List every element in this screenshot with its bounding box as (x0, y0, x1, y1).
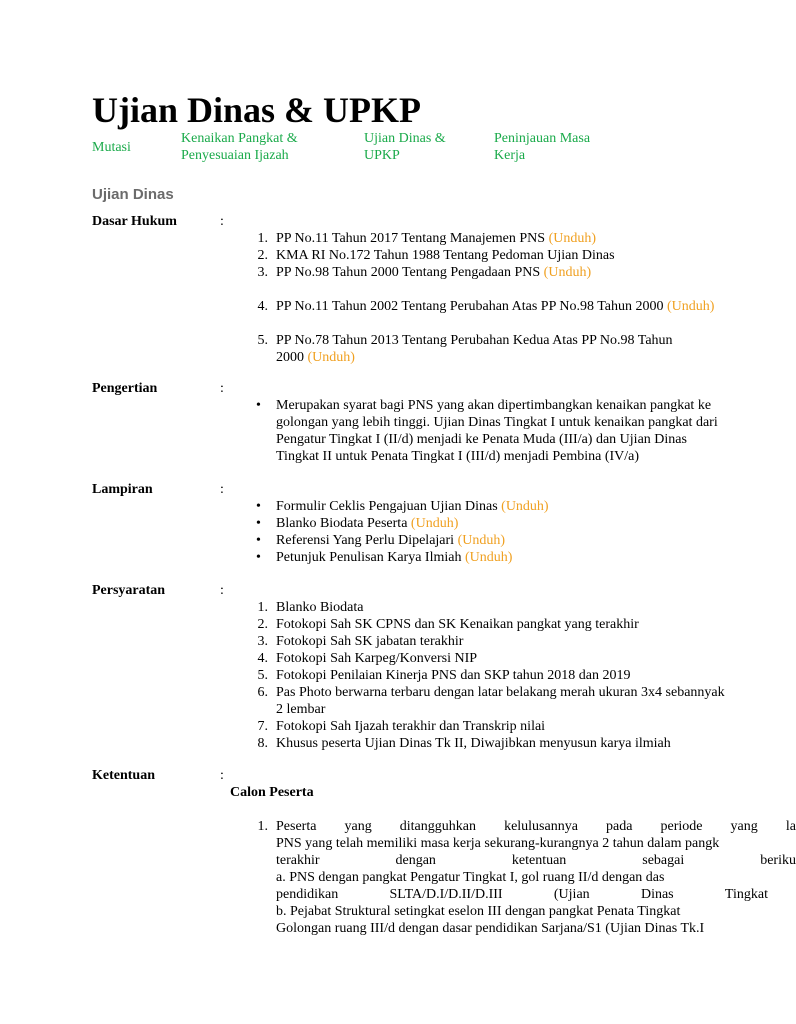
download-link[interactable]: (Unduh) (457, 533, 506, 548)
word: yang (344, 819, 372, 834)
word: periode (660, 819, 703, 834)
item-text: Formulir Ceklis Pengajuan Ujian Dinas (276, 499, 498, 514)
list-item (250, 230, 714, 247)
ketentuan-colon: : (220, 768, 224, 783)
list-item (250, 718, 725, 735)
word: Peserta (276, 819, 317, 834)
word: la (785, 819, 796, 834)
ketentuan-line-2: PNS yang telah memiliki masa kerja sekurang-kurangnya 2 tahun dalam pangk (276, 836, 720, 851)
lampiran-label: Lampiran (92, 482, 153, 497)
nav-link-kenaikan-pangkat[interactable] (181, 130, 298, 164)
list-item (250, 616, 725, 633)
item-number: 1. (257, 819, 268, 834)
dasar-hukum-colon: : (220, 214, 224, 229)
dasar-hukum-list (250, 230, 714, 366)
spacer (250, 315, 714, 332)
list-item (250, 532, 549, 549)
calon-peserta-heading: Calon Peserta (230, 785, 314, 800)
word: ketentuan (511, 853, 567, 868)
nav-link-ujian-dinas[interactable] (364, 130, 446, 164)
list-item (250, 332, 714, 366)
word: terakhir (276, 853, 320, 868)
lampiran-colon: : (220, 482, 224, 497)
spacer (250, 281, 714, 298)
item-number: 8. (257, 736, 268, 751)
list-item (250, 397, 718, 465)
download-link[interactable]: (Unduh) (410, 516, 459, 531)
item-number: 1. (257, 231, 268, 246)
item-text-continued: 2 lembar (276, 702, 326, 717)
nav-link-ujian-line2: UPKP (364, 148, 400, 163)
pengertian-line: Tingkat II untuk Penata Tingkat I (III/d) menjadi Pembina (IV/a) (276, 449, 640, 464)
word: ditangguhkan (399, 819, 476, 834)
bullet-icon: • (256, 533, 261, 548)
ketentuan-line-1 (276, 818, 796, 835)
persyaratan-label: Persyaratan (92, 583, 166, 598)
dasar-hukum-label: Dasar Hukum (92, 214, 177, 229)
word: pendidikan (276, 887, 339, 902)
pengertian-line: Merupakan syarat bagi PNS yang akan dipertimbangkan kenaikan pangkat ke (276, 398, 712, 413)
word: Dinas (640, 887, 674, 902)
download-link[interactable]: (Unduh) (548, 231, 597, 246)
pengertian-colon: : (220, 381, 224, 396)
list-item (250, 735, 725, 752)
download-link[interactable]: (Unduh) (307, 350, 355, 365)
persyaratan-list (250, 599, 725, 752)
nav-link-peninjauan-line1: Peninjauan Masa (494, 131, 591, 146)
ketentuan-line-6: b. Pejabat Struktural setingkat eselon III dengan pangkat Penata Tingkat (276, 904, 681, 919)
item-text: Fotokopi Sah Ijazah terakhir dan Transkrip nilai (276, 719, 546, 734)
item-number: 4. (257, 299, 268, 314)
item-text: Fotokopi Sah SK jabatan terakhir (276, 634, 464, 649)
list-item (250, 264, 714, 281)
item-text: PP No.11 Tahun 2017 Tentang Manajemen PNS (276, 231, 546, 246)
item-number: 5. (257, 668, 268, 683)
word: beriku (760, 853, 796, 868)
item-number: 3. (257, 265, 268, 280)
bullet-icon: • (256, 499, 261, 514)
lampiran-list (250, 498, 549, 566)
persyaratan-colon: : (220, 583, 224, 598)
item-number: 5. (257, 333, 268, 348)
pengertian-line: golongan yang lebih tinggi. Ujian Dinas Tingkat I untuk kenaikan pangkat dari (276, 415, 718, 430)
item-text: Blanko Biodata Peserta (276, 516, 408, 531)
nav-link-kenaikan-line1: Kenaikan Pangkat & (181, 131, 298, 146)
page-title: Ujian Dinas & UPKP (92, 90, 422, 130)
list-item (250, 515, 549, 532)
word: sebagai (642, 853, 685, 868)
item-text: Khusus peserta Ujian Dinas Tk II, Diwajibkan menyusun karya ilmiah (276, 736, 671, 751)
item-text: PP No.78 Tahun 2013 Tentang Perubahan Kedua Atas PP No.98 Tahun (276, 333, 673, 348)
list-item (250, 667, 725, 684)
item-text: Blanko Biodata (276, 600, 364, 615)
pengertian-list (250, 397, 718, 465)
item-text-continued: 2000 (276, 350, 304, 365)
list-item (250, 684, 725, 718)
download-link[interactable]: (Unduh) (667, 299, 715, 314)
bullet-icon: • (256, 516, 261, 531)
list-item (250, 298, 714, 315)
item-text: KMA RI No.172 Tahun 1988 Tentang Pedoman Ujian Dinas (276, 248, 615, 263)
item-number: 7. (257, 719, 268, 734)
bullet-icon: • (256, 550, 261, 565)
nav-link-mutasi-label: Mutasi (92, 140, 131, 155)
bullet-icon: • (256, 398, 261, 413)
word: SLTA/D.I/D.II/D.III (389, 887, 503, 902)
ketentuan-line-7: Golongan ruang III/d dengan dasar pendidikan Sarjana/S1 (Ujian Dinas Tk.I (276, 921, 705, 936)
download-link[interactable]: (Unduh) (464, 550, 513, 565)
item-text: Referensi Yang Perlu Dipelajari (276, 533, 455, 548)
ketentuan-line-3 (276, 852, 796, 869)
nav-link-mutasi[interactable] (92, 139, 131, 156)
item-text: Fotokopi Penilaian Kinerja PNS dan SKP tahun 2018 dan 2019 (276, 668, 631, 683)
pengertian-line: Pengatur Tingkat I (II/d) menjadi ke Penata Muda (III/a) dan Ujian Dinas (276, 432, 687, 447)
word: Tingkat (724, 887, 768, 902)
section-subheading: Ujian Dinas (92, 186, 174, 203)
item-number: 6. (257, 685, 268, 700)
item-text: Petunjuk Penulisan Karya Ilmiah (276, 550, 462, 565)
download-link[interactable]: (Unduh) (543, 265, 592, 280)
item-number: 2. (257, 617, 268, 632)
item-number: 4. (257, 651, 268, 666)
item-text: Fotokopi Sah Karpeg/Konversi NIP (276, 651, 478, 666)
list-item (250, 633, 725, 650)
ketentuan-item-number-wrap (250, 818, 268, 835)
item-number: 3. (257, 634, 268, 649)
pengertian-label: Pengertian (92, 381, 158, 396)
item-text: PP No.98 Tahun 2000 Tentang Pengadaan PNS (276, 265, 541, 280)
list-item (250, 549, 549, 566)
nav-link-ujian-line1: Ujian Dinas & (364, 131, 446, 146)
nav-link-peninjauan-masa-kerja[interactable] (494, 130, 590, 164)
item-text: Fotokopi Sah SK CPNS dan SK Kenaikan pangkat yang terakhir (276, 617, 639, 632)
download-link[interactable]: (Unduh) (501, 499, 549, 514)
word: yang (730, 819, 758, 834)
list-item (250, 599, 725, 616)
item-number: 2. (257, 248, 268, 263)
ketentuan-label: Ketentuan (92, 768, 155, 783)
word: pada (606, 819, 633, 834)
item-number: 1. (257, 600, 268, 615)
word: (Ujian (553, 887, 590, 902)
item-text: Pas Photo berwarna terbaru dengan latar belakang merah ukuran 3x4 sebannyak (276, 685, 725, 700)
ketentuan-line-5 (276, 886, 768, 903)
ketentuan-line-4: a. PNS dengan pangkat Pengatur Tingkat I, gol ruang II/d dengan das (276, 870, 665, 885)
word: kelulusannya (504, 819, 578, 834)
word: dengan (395, 853, 436, 868)
list-item (250, 247, 714, 264)
nav-link-peninjauan-line2: Kerja (494, 148, 526, 163)
list-item (250, 650, 725, 667)
item-text: PP No.11 Tahun 2002 Tentang Perubahan Atas PP No.98 Tahun 2000 (276, 299, 664, 314)
list-item (250, 498, 549, 515)
nav-link-kenaikan-line2: Penyesuaian Ijazah (181, 148, 289, 163)
